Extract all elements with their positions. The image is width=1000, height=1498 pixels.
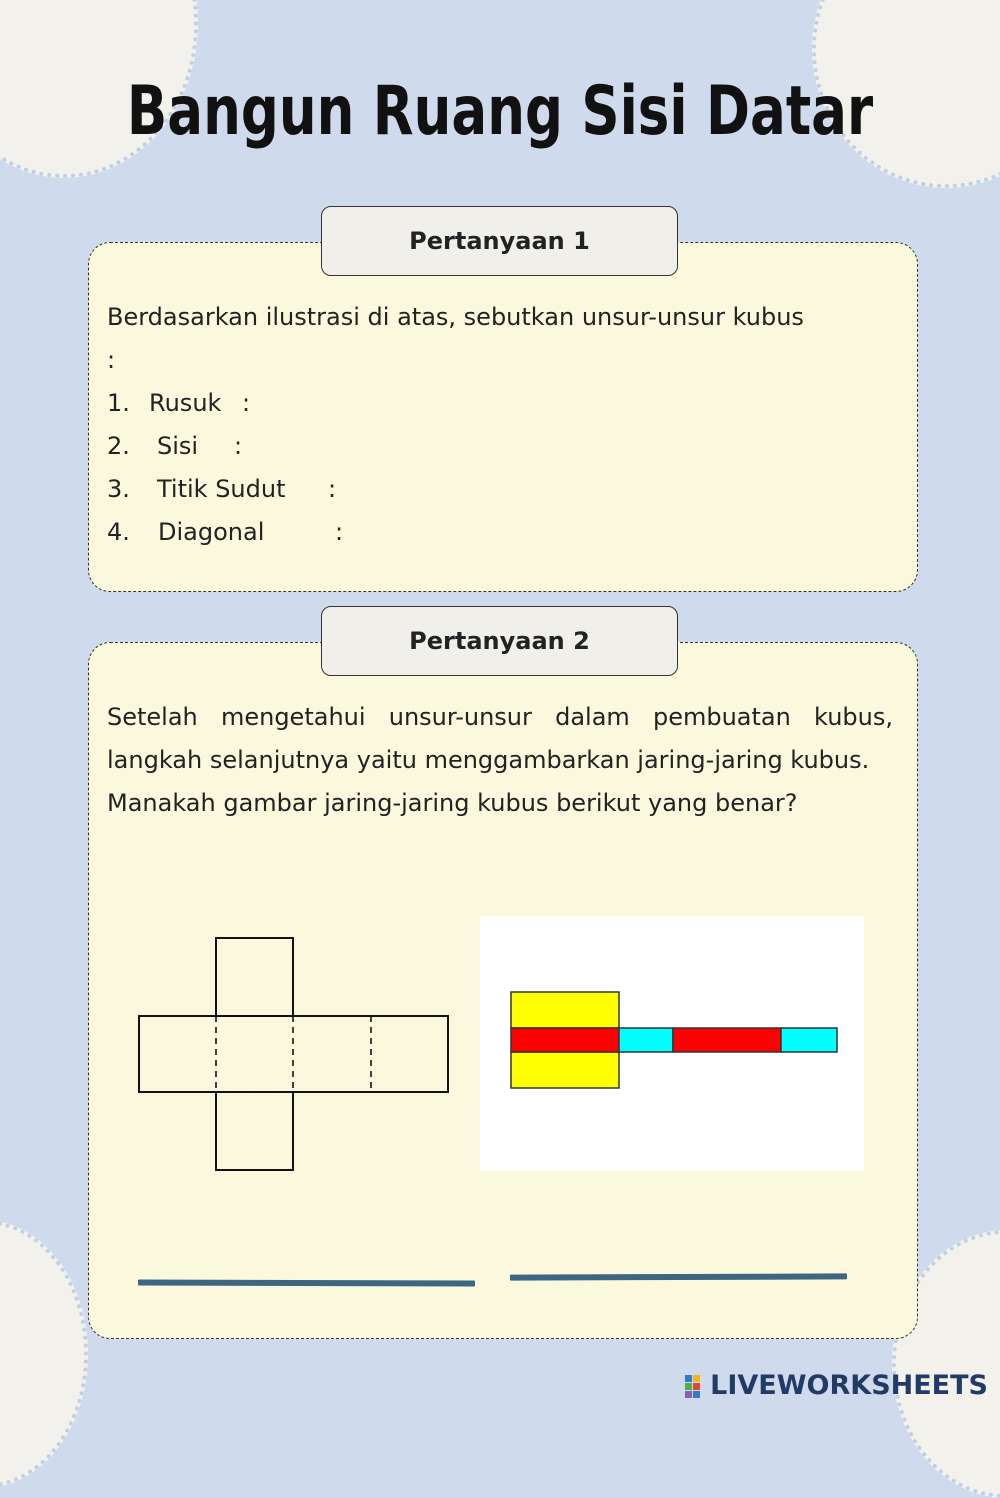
question-1-intro-line2: :	[107, 346, 116, 374]
list-item	[107, 468, 893, 511]
colored-net-image[interactable]	[480, 916, 864, 1171]
liveworksheets-logo	[685, 1370, 988, 1401]
list-item	[107, 382, 893, 425]
question-1-label: Pertanyaan 1	[321, 206, 678, 276]
list-item-number: 1.	[107, 389, 130, 417]
net-face-bottom	[216, 1092, 293, 1170]
net-yellow-face	[511, 1052, 619, 1088]
net-red-face	[511, 1028, 619, 1052]
list-item-number: 2.	[107, 432, 130, 460]
list-item-colon: :	[335, 518, 344, 546]
list-item	[107, 425, 893, 468]
net-middle-strip-outline	[139, 1016, 216, 1092]
list-item-term: Diagonal	[158, 518, 265, 546]
list-item-term: Titik Sudut	[157, 475, 286, 503]
list-item-number: 4.	[107, 518, 130, 546]
question-1-list	[107, 382, 893, 554]
question-2-text	[107, 696, 893, 825]
net-red-face	[673, 1028, 781, 1052]
decorative-corner-bottom-left	[0, 1220, 88, 1488]
net-face-top	[216, 938, 293, 1016]
answer-line-left[interactable]	[138, 1280, 475, 1287]
list-item-number: 3.	[107, 475, 130, 503]
question-2-label: Pertanyaan 2	[321, 606, 678, 676]
list-item-colon: :	[328, 475, 337, 503]
net-cyan-face	[781, 1028, 837, 1052]
question-2-paragraph-2: Manakah gambar jaring-jaring kubus berikut yang benar?	[107, 789, 798, 817]
page-title: Bangun Ruang Sisi Datar	[126, 72, 874, 151]
liveworksheets-icon	[685, 1375, 707, 1397]
net-yellow-face	[511, 992, 619, 1028]
question-1-intro	[107, 296, 893, 382]
list-item-colon: :	[242, 389, 251, 417]
list-item-colon: :	[234, 432, 243, 460]
list-item-term: Rusuk	[149, 389, 222, 417]
question-2-paragraph-1: Setelah mengetahui unsur-unsur dalam pembuatan kubus, langkah selanjutnya yaitu menggambarkan jaring-jaring kubus.	[107, 703, 893, 774]
cube-net-cross-diagram[interactable]	[136, 936, 452, 1174]
question-1-intro-line1: Berdasarkan ilustrasi di atas, sebutkan unsur-unsur kubus	[107, 303, 804, 331]
list-item	[107, 511, 893, 554]
answer-line-right[interactable]	[510, 1273, 847, 1280]
net-cyan-face	[619, 1028, 673, 1052]
brand-text: LIVEWORKSHEETS	[710, 1370, 988, 1401]
list-item-term: Sisi	[157, 432, 199, 460]
